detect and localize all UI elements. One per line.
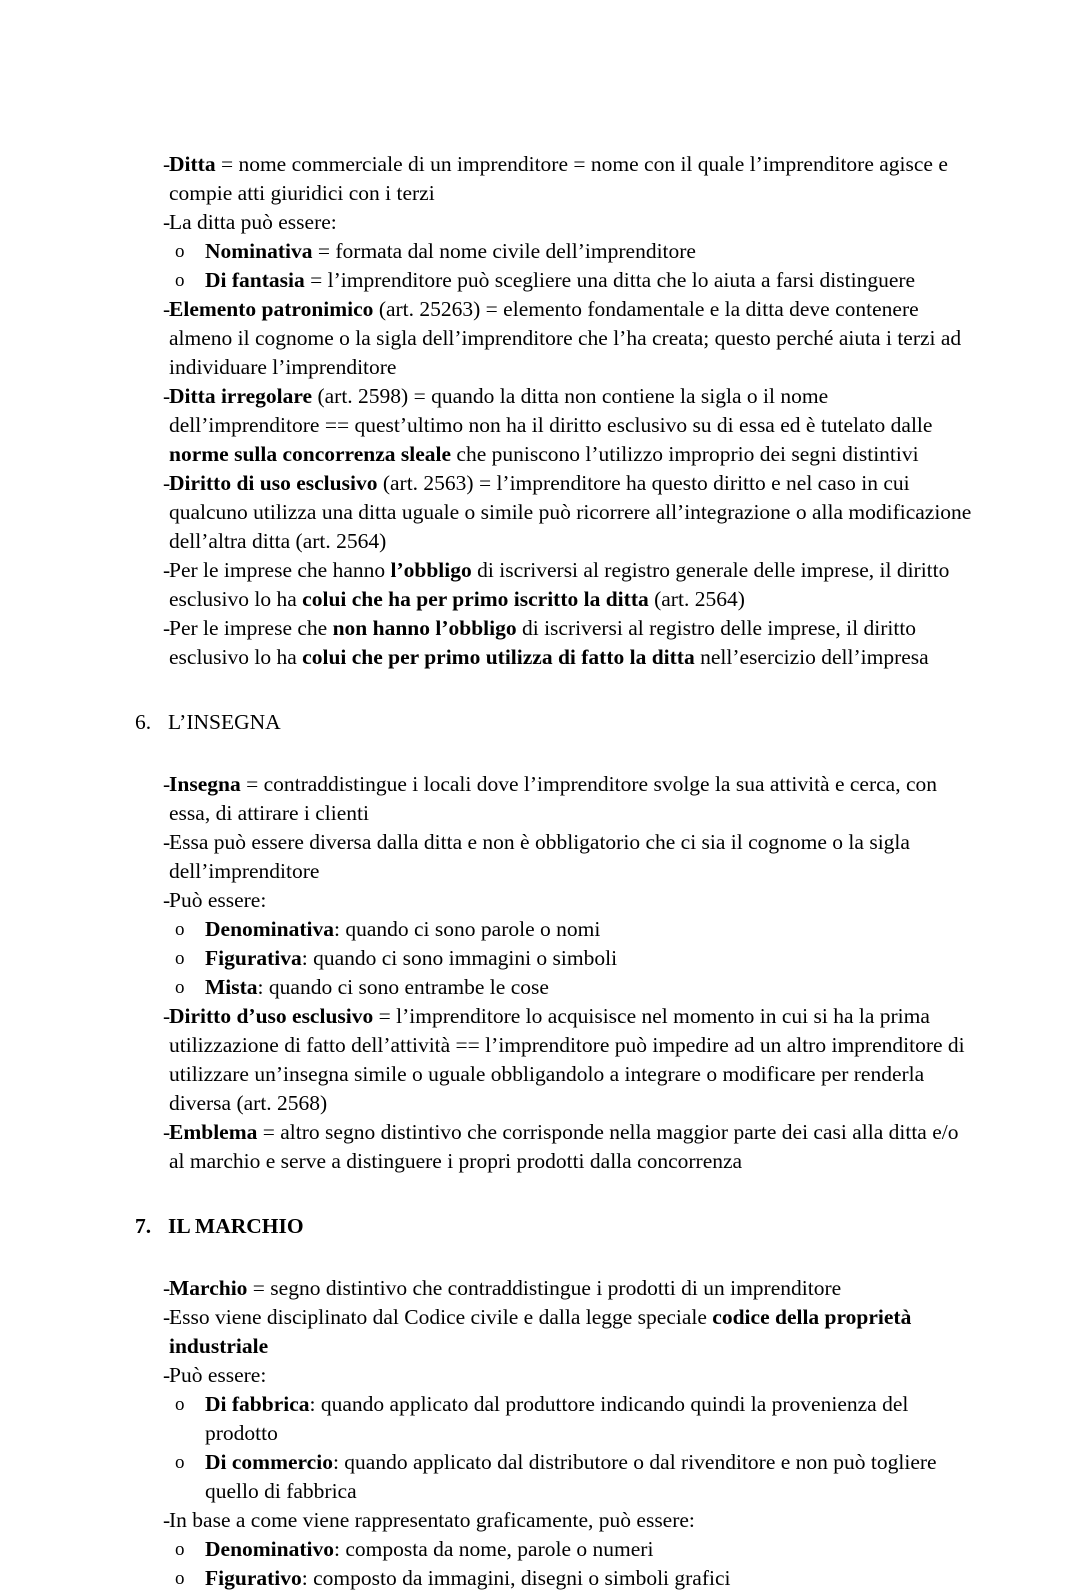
body-text: = nome commerciale di un imprenditore = nome con il quale l’imprenditore agisce e compie atti giuridici con i terzi — [169, 152, 948, 205]
body-text: Esso viene disciplinato dal Codice civile e dalla legge speciale — [169, 1305, 713, 1329]
dash-bullet-icon: - — [163, 297, 171, 321]
section-number: 7. — [135, 1214, 152, 1238]
list-item — [135, 614, 975, 672]
sub-list-item — [135, 944, 975, 973]
body-text: : quando applicato dal distributore o dal rivenditore e non può togliere quello di fabbrica — [205, 1450, 937, 1503]
emphasis-text: Elemento patronimico — [169, 297, 374, 321]
list-item-text — [169, 1361, 975, 1390]
list-item-text — [169, 828, 975, 886]
body-text: : quando ci sono immagini o simboli — [301, 946, 618, 970]
sub-list-item-text — [205, 1564, 975, 1593]
body-text: = altro segno distintivo che corrisponde nella maggior parte dei casi alla ditta e/o al marchio e serve a distinguere i propri prodotti dalla concorrenza — [169, 1120, 959, 1173]
body-text: Per le imprese che — [169, 616, 333, 640]
dash-bullet-icon: - — [163, 888, 171, 912]
emphasis-text: Ditta irregolare — [169, 384, 313, 408]
emphasis-text: non hanno l’obbligo — [332, 616, 517, 640]
emphasis-text: Mista — [205, 975, 258, 999]
body-text: = formata dal nome civile dell’imprenditore — [312, 239, 696, 263]
body-text: nell’esercizio dell’impresa — [694, 645, 929, 669]
list-item — [135, 556, 975, 614]
sub-list-item — [135, 1448, 975, 1506]
circle-bullet-icon: o — [175, 1394, 185, 1415]
dash-bullet-icon: - — [163, 152, 171, 176]
sub-bullet-list — [135, 1390, 975, 1506]
list-item-text — [169, 1506, 975, 1535]
list-item-text — [169, 150, 975, 208]
sub-list-item — [135, 1390, 975, 1448]
body-text: (art. 2564) — [648, 587, 745, 611]
circle-bullet-icon: o — [175, 1539, 185, 1560]
sub-list-item — [135, 1564, 975, 1593]
body-text: = l’imprenditore può scegliere una ditta che lo aiuta a farsi distinguere — [304, 268, 916, 292]
body-text: Può essere: — [169, 888, 267, 912]
list-item — [135, 1303, 975, 1361]
body-text: : quando applicato dal produttore indicando quindi la provenienza del prodotto — [205, 1392, 909, 1445]
list-item — [135, 150, 975, 208]
sub-list-item-text — [205, 944, 975, 973]
emphasis-text: Marchio — [169, 1276, 248, 1300]
body-text: che puniscono l’utilizzo improprio dei segni distintivi — [451, 442, 919, 466]
body-text: In base a come viene rappresentato graficamente, può essere: — [169, 1508, 695, 1532]
section-heading-marchio — [135, 1212, 975, 1241]
emphasis-text: Nominativa — [205, 239, 313, 263]
dash-bullet-icon: - — [163, 384, 171, 408]
circle-bullet-icon: o — [175, 919, 185, 940]
emphasis-text: Insegna — [169, 772, 241, 796]
list-item — [135, 382, 975, 469]
section-number: 6. — [135, 710, 152, 734]
body-text: Può essere: — [169, 1363, 267, 1387]
list-item-text — [169, 1002, 975, 1118]
list-item — [135, 1506, 975, 1535]
dash-bullet-icon: - — [163, 616, 171, 640]
list-item — [135, 295, 975, 382]
dash-bullet-icon: - — [163, 1305, 171, 1329]
emphasis-text: Di commercio — [205, 1450, 333, 1474]
dash-bullet-icon: - — [163, 1508, 171, 1532]
list-item — [135, 1002, 975, 1118]
sub-list-item-text — [205, 1448, 975, 1506]
body-text: = segno distintivo che contraddistingue i prodotti di un imprenditore — [247, 1276, 842, 1300]
spacer — [135, 672, 975, 708]
list-item — [135, 1118, 975, 1176]
list-item — [135, 770, 975, 828]
bullet-list-marchio — [135, 1274, 975, 1593]
body-text: di iscriversi al registro delle imprese, il diritto esclusivo lo ha — [169, 616, 917, 669]
emphasis-text: colui che ha per primo iscritto la ditta — [302, 587, 649, 611]
emphasis-text: Figurativa — [205, 946, 302, 970]
sub-list-item — [135, 237, 975, 266]
circle-bullet-icon: o — [175, 948, 185, 969]
list-item-text — [169, 295, 975, 382]
list-item-text — [169, 556, 975, 614]
body-text: : composto da immagini, disegni o simboli grafici — [301, 1566, 731, 1590]
sub-list-item — [135, 915, 975, 944]
emphasis-text: colui che per primo utilizza di fatto la ditta — [302, 645, 695, 669]
dash-bullet-icon: - — [163, 1120, 171, 1144]
sub-list-item-text — [205, 1390, 975, 1448]
emphasis-text: Di fantasia — [205, 268, 305, 292]
emphasis-text: Diritto di uso esclusivo — [169, 471, 378, 495]
dash-bullet-icon: - — [163, 471, 171, 495]
bullet-list-insegna — [135, 770, 975, 1176]
circle-bullet-icon: o — [175, 977, 185, 998]
circle-bullet-icon: o — [175, 241, 185, 262]
sub-list-item-text — [205, 1535, 975, 1564]
emphasis-text: Ditta — [169, 152, 216, 176]
sub-list-item — [135, 973, 975, 1002]
emphasis-text: Emblema — [169, 1120, 258, 1144]
sub-bullet-list — [135, 915, 975, 1002]
list-item-text — [169, 1274, 975, 1303]
list-item-text — [169, 208, 975, 237]
body-text: : composta da nome, parole o numeri — [334, 1537, 654, 1561]
body-text: di iscriversi al registro generale delle imprese, il diritto esclusivo lo ha — [169, 558, 950, 611]
emphasis-text: l’obbligo — [390, 558, 472, 582]
body-text: : quando ci sono entrambe le cose — [257, 975, 549, 999]
body-text: = l’imprenditore lo acquisisce nel momento in cui si ha la prima utilizzazione di fatto dell’attività == l’imprenditore può impedire ad un altro imprenditore di utilizzare un’insegna simile o uguale obbligandolo a integrare o modificare per renderla diversa (art. 2568) — [169, 1004, 965, 1115]
sub-list-item-text — [205, 266, 975, 295]
body-text: (art. 25263) = elemento fondamentale e la ditta deve contenere almeno il cognome o la sigla dell’imprenditore che l’ha creata; questo perché aiuta i terzi ad individuare l’imprenditore — [169, 297, 962, 379]
emphasis-text: codice della proprietà industriale — [169, 1305, 912, 1358]
section-heading-insegna — [135, 708, 975, 737]
document-body — [135, 150, 975, 1593]
sub-bullet-list — [135, 237, 975, 295]
list-item-text — [169, 469, 975, 556]
section-title: L’INSEGNA — [168, 710, 281, 734]
list-item-text — [169, 1303, 975, 1361]
sub-list-item-text — [205, 237, 975, 266]
circle-bullet-icon: o — [175, 1452, 185, 1473]
sub-list-item-text — [205, 973, 975, 1002]
spacer — [135, 1241, 975, 1274]
dash-bullet-icon: - — [163, 210, 171, 234]
list-item — [135, 469, 975, 556]
dash-bullet-icon: - — [163, 772, 171, 796]
list-item — [135, 828, 975, 886]
dash-bullet-icon: - — [163, 1276, 171, 1300]
dash-bullet-icon: - — [163, 830, 171, 854]
sub-bullet-list — [135, 1535, 975, 1593]
dash-bullet-icon: - — [163, 1363, 171, 1387]
spacer — [135, 1176, 975, 1212]
spacer — [135, 737, 975, 770]
emphasis-text: norme sulla concorrenza sleale — [169, 442, 452, 466]
list-item-text — [169, 886, 975, 915]
body-text: Essa può essere diversa dalla ditta e non è obbligatorio che ci sia il cognome o la sigla dell’imprenditore — [169, 830, 910, 883]
list-item — [135, 886, 975, 915]
emphasis-text: Denominativo — [205, 1537, 334, 1561]
sub-list-item-text — [205, 915, 975, 944]
dash-bullet-icon: - — [163, 558, 171, 582]
emphasis-text: Figurativo — [205, 1566, 302, 1590]
sub-list-item — [135, 1535, 975, 1564]
list-item-text — [169, 770, 975, 828]
circle-bullet-icon: o — [175, 1568, 185, 1589]
list-item — [135, 1361, 975, 1390]
body-text: La ditta può essere: — [169, 210, 337, 234]
list-item-text — [169, 382, 975, 469]
circle-bullet-icon: o — [175, 270, 185, 291]
bullet-list-ditta — [135, 150, 975, 672]
section-title: IL MARCHIO — [168, 1214, 304, 1238]
list-item — [135, 1274, 975, 1303]
body-text: Per le imprese che hanno — [169, 558, 391, 582]
dash-bullet-icon: - — [163, 1004, 171, 1028]
list-item — [135, 208, 975, 237]
emphasis-text: Diritto d’uso esclusivo — [169, 1004, 374, 1028]
emphasis-text: Denominativa — [205, 917, 334, 941]
list-item-text — [169, 614, 975, 672]
body-text: (art. 2563) = l’imprenditore ha questo diritto e nel caso in cui qualcuno utilizza una ditta uguale o simile può ricorrere all’integrazione o alla modificazione dell’altra ditta (art. 2564) — [169, 471, 972, 553]
body-text: : quando ci sono parole o nomi — [334, 917, 601, 941]
list-item-text — [169, 1118, 975, 1176]
sub-list-item — [135, 266, 975, 295]
body-text: = contraddistingue i locali dove l’imprenditore svolge la sua attività e cerca, con essa, di attirare i clienti — [169, 772, 938, 825]
body-text: (art. 2598) = quando la ditta non contiene la sigla o il nome dell’imprenditore == quest’ultimo non ha il diritto esclusivo su di essa ed è tutelato dalle — [169, 384, 933, 437]
emphasis-text: Di fabbrica — [205, 1392, 310, 1416]
